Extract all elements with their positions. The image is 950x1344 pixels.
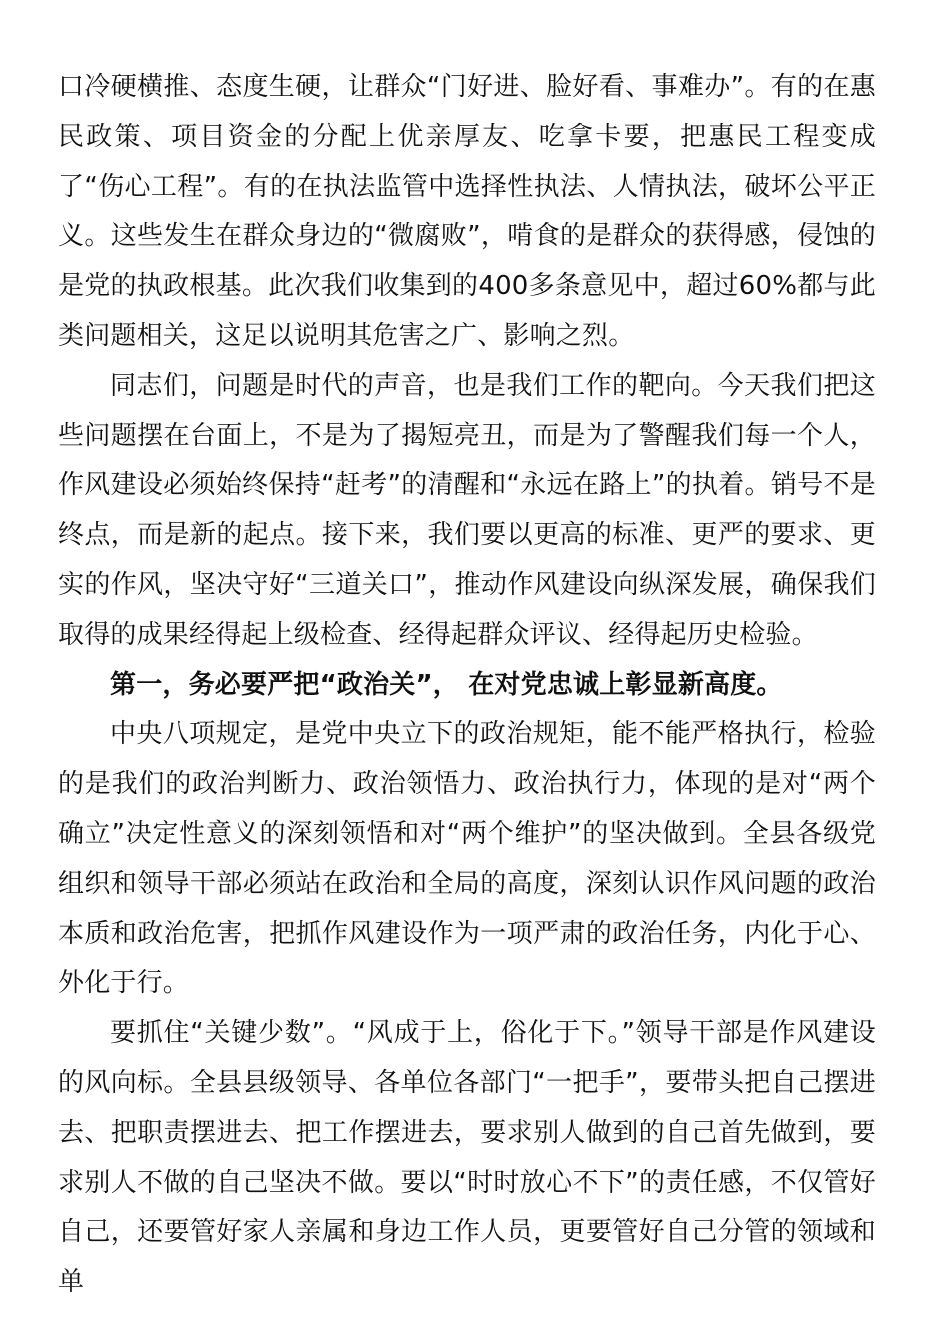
paragraph-continued: 口冷硬横推、态度生硬，让群众“门好进、脸好看、事难办”。有的在惠民政策、项目资金的分配上优亲厚友、吃拿卡要，把惠民工程变成了“伤心工程”。有的在执法监管中选择性执法、人情执法，破坏公平正义。这些发生在群众身边的“微腐败”，啃食的是群众的获得感，侵蚀的是党的执政根基。此次我们收集到的400多条意见中，超过60%都与此类问题相关，这足以说明其危害之广、影响之烈。 [58, 72, 876, 351]
paragraph-key-minority: 要抓住“关键少数”。“风成于上，俗化于下。”领导干部是作风建设的风向标。全县县级领导、各单位各部门“一把手”，要带头把自己摆进去、把职责摆进去、把工作摆进去，要求别人做到的自己首先做到，要求别人不做的自己坚决不做。要以“时时放心不下”的责任感，不仅管好自己，还要管好家人亲属和身边工作人员，更要管好自己分管的领域和单 [58, 1018, 876, 1298]
section-heading-first: 第一，务必要严把“政治关”， 在对党忠诚上彰显新高度。 [110, 669, 783, 700]
document-page [58, 63, 876, 1308]
paragraph-eight-rules: 中央八项规定，是党中央立下的政治规矩，能不能严格执行，检验的是我们的政治判断力、政治领悟力、政治执行力，体现的是对“两个确立”决定性意义的深刻领悟和对“两个维护”的坚决做到。全县各级党组织和领导干部必须站在政治和全局的高度，深刻认识作风问题的政治本质和政治危害，把抓作风建设作为一项严肃的政治任务，内化于心、外化于行。 [58, 719, 876, 999]
paragraph-comrades: 同志们，问题是时代的声音，也是我们工作的靶向。今天我们把这些问题摆在台面上，不是为了揭短亮丑，而是为了警醒我们每一个人，作风建设必须始终保持“赶考”的清醒和“永远在路上”的执着。销号不是终点，而是新的起点。接下来，我们要以更高的标准、更严的要求、更实的作风，坚决守好“三道关口”，推动作风建设向纵深发展，确保我们取得的成果经得起上级检查、经得起群众评议、经得起历史检验。 [58, 370, 876, 650]
